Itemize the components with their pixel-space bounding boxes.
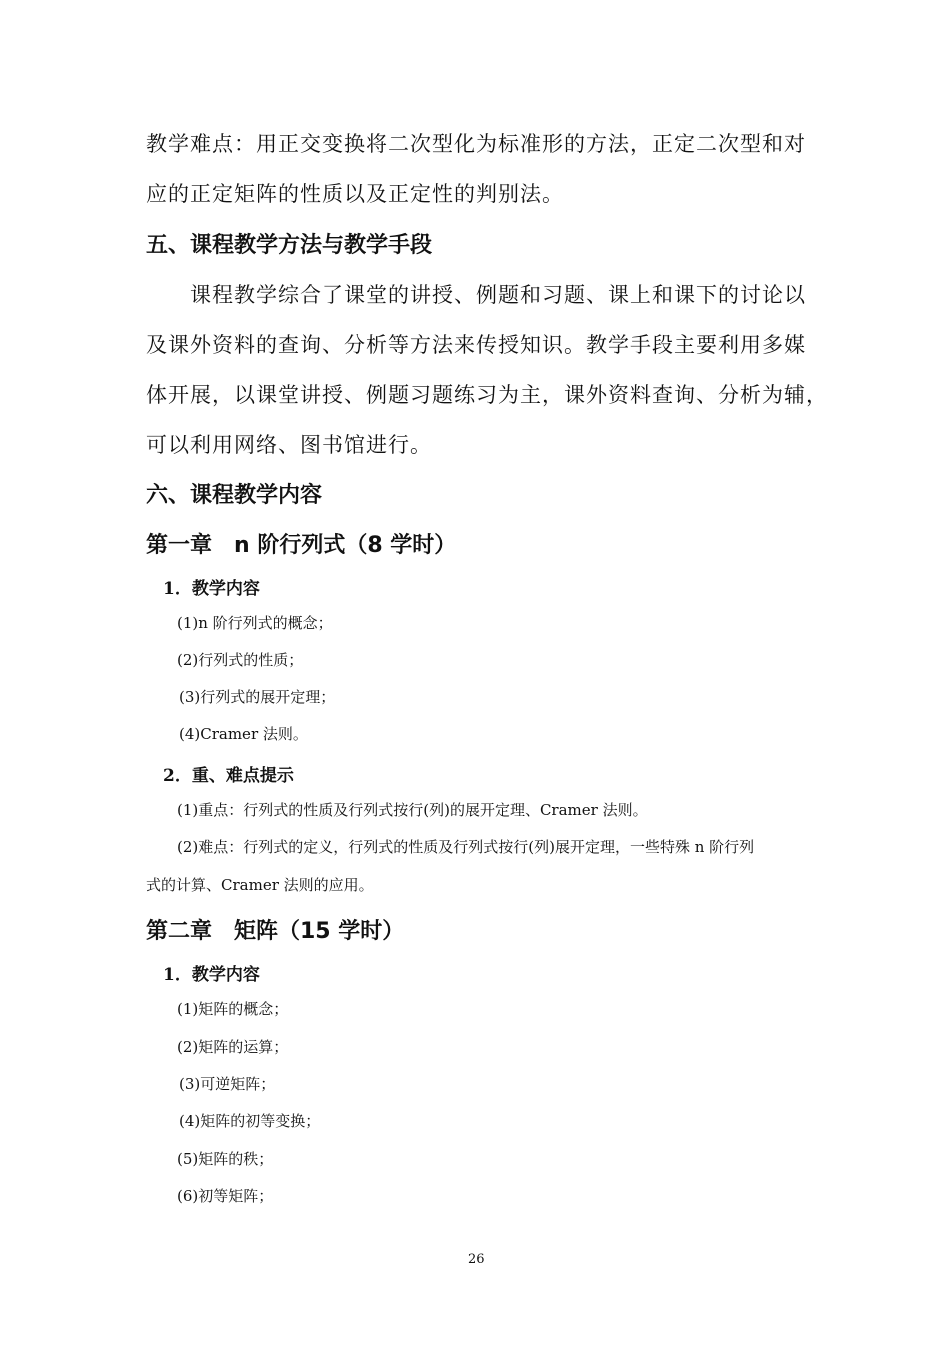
- chapter-1-difficulty-line-2: 式的计算、Cramer 法则的应用。: [146, 876, 374, 894]
- chapter-2-item-3: (3)可逆矩阵；: [179, 1075, 276, 1093]
- section-5-line-3: 体开展，以课堂讲授、例题习题练习为主，课外资料查询、分析为辅，: [146, 383, 828, 407]
- chapter-1-item-2: (2)行列式的性质；: [177, 651, 304, 669]
- chapter-2-title: 第二章 矩阵（15 学时）: [146, 919, 405, 944]
- page-number: 26: [468, 1252, 485, 1267]
- chapter-2-item-2: (2)矩阵的运算；: [177, 1038, 289, 1056]
- section-5-line-1: 课程教学综合了课堂的讲授、例题和习题、课上和课下的讨论以: [190, 283, 806, 307]
- chapter-2-item-5: (5)矩阵的秩；: [177, 1150, 274, 1168]
- chapter-2-content-heading: 1．教学内容: [163, 965, 260, 985]
- chapter-1-key-point: (1)重点：行列式的性质及行列式按行(列)的展开定理、Cramer 法则。: [177, 801, 648, 819]
- chapter-1-item-3: (3)行列式的展开定理；: [179, 688, 336, 706]
- difficulty-line-2: 应的正定矩阵的性质以及正定性的判别法。: [146, 182, 564, 206]
- section-5-title: 五、课程教学方法与教学手段: [146, 233, 433, 258]
- chapter-1-difficulty-line-1: (2)难点：行列式的定义，行列式的性质及行列式按行(列)展开定理，一些特殊 n 阶行列: [177, 838, 755, 856]
- chapter-1-key-heading: 2．重、难点提示: [163, 766, 294, 786]
- chapter-1-title: 第一章 n 阶行列式（8 学时）: [146, 533, 457, 558]
- section-5-line-2: 及课外资料的查询、分析等方法来传授知识。教学手段主要利用多媒: [146, 333, 806, 357]
- chapter-1-content-heading: 1．教学内容: [163, 579, 260, 599]
- chapter-1-item-1: (1)n 阶行列式的概念；: [177, 614, 333, 632]
- chapter-2-item-4: (4)矩阵的初等变换；: [179, 1112, 321, 1130]
- chapter-2-item-6: (6)初等矩阵；: [177, 1187, 274, 1205]
- section-6-title: 六、课程教学内容: [146, 483, 323, 508]
- difficulty-line-1: 教学难点：用正交变换将二次型化为标准形的方法，正定二次型和对: [146, 132, 806, 156]
- section-5-line-4: 可以利用网络、图书馆进行。: [146, 433, 432, 457]
- chapter-1-item-4: (4)Cramer 法则。: [179, 725, 308, 743]
- chapter-2-item-1: (1)矩阵的概念；: [177, 1000, 289, 1018]
